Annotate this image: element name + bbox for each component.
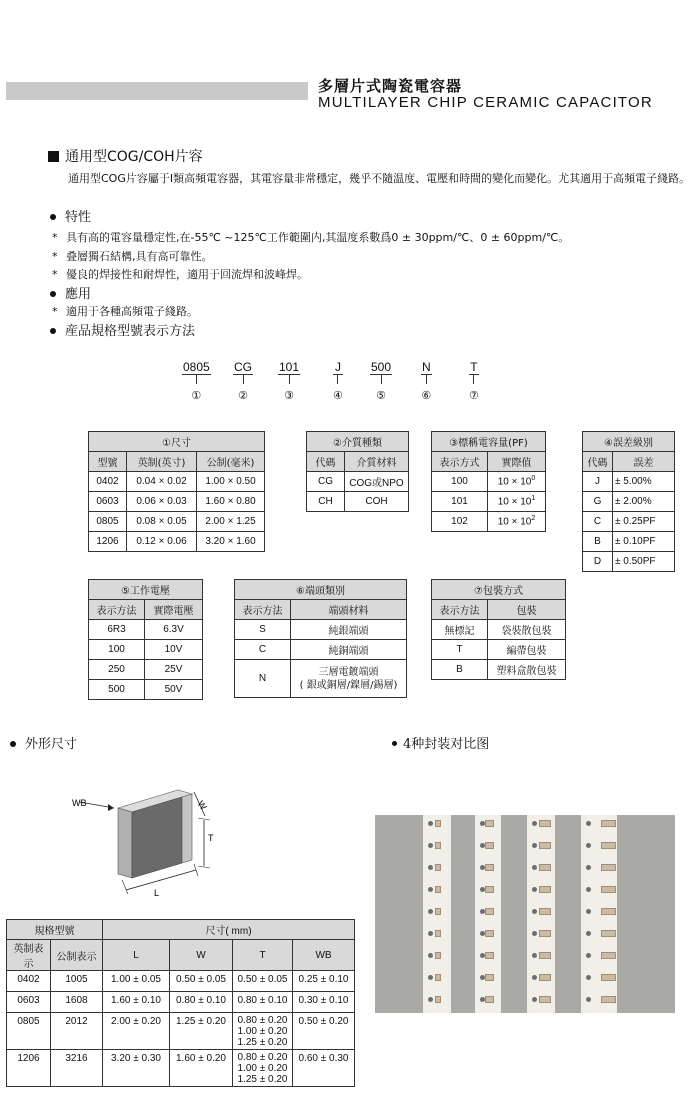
l-label: L	[154, 888, 160, 898]
dimensions-table	[6, 919, 355, 1087]
code-part: N ⑥	[421, 360, 432, 402]
chip-in-tape	[435, 820, 441, 827]
group-header: 尺寸( mm)	[103, 920, 355, 940]
table-row: 102 $10 \times 10^2$	[432, 512, 546, 532]
chip-in-tape	[435, 886, 441, 893]
table-title: ①尺寸	[89, 432, 265, 452]
column-header: 公制表示	[51, 940, 103, 971]
column-header: T	[233, 940, 293, 971]
chip-in-tape	[601, 930, 616, 937]
tape-hole	[532, 953, 537, 958]
column-header: 表示方式	[432, 452, 488, 472]
table-row: N 三層電鍍端頭 ( 銀或銅層/鎳層/錫層)	[235, 660, 407, 698]
section-description: 通用型COG片容屬于Ⅰ類高頻電容器，其電容量非常穩定，幾乎不隨温度、電壓和時間的變化而變化。尤其適用于高頻電子綫路。	[68, 172, 691, 185]
chip-in-tape	[539, 952, 551, 959]
table-row: T 編帶包裝	[432, 640, 566, 660]
column-header: 表示方法	[235, 600, 291, 620]
table-row: J ± 5.00%	[583, 472, 675, 492]
termination-table	[234, 579, 407, 698]
tape-hole	[586, 931, 591, 936]
dielectric-table	[306, 431, 409, 512]
chip-in-tape	[435, 996, 441, 1003]
table-row: 1206 3216 3.20 ± 0.30 1.60 ± 0.20 0.80 ± 0.20 1.00 ± 0.20 1.25 ± 0.20 0.60 ± 0.30	[7, 1050, 355, 1087]
chip-outline-diagram	[70, 780, 240, 910]
table-row: 101 $10 \times 10^1$	[432, 492, 546, 512]
table-row: 0402 0.04 × 0.02 1.00 × 0.50	[89, 472, 265, 492]
code-part: 0805 ①	[183, 360, 210, 402]
application-item: * 適用于各種高頻電子綫路。	[52, 305, 198, 318]
table-row: 0805 2012 2.00 ± 0.20 1.25 ± 0.20 0.80 ± 0.20 1.00 ± 0.20 1.25 ± 0.20 0.50 ± 0.20	[7, 1013, 355, 1050]
chip-in-tape	[601, 974, 616, 981]
chip-in-tape	[539, 996, 551, 1003]
tape-hole	[586, 975, 591, 980]
feature-item: * 叠層獨石結構,具有高可靠性。	[52, 250, 213, 263]
tape-hole	[586, 997, 591, 1002]
tape-hole	[428, 843, 433, 848]
column-header: 英制(英寸)	[127, 452, 197, 472]
table-row: 1206 0.12 × 0.06 3.20 × 1.60	[89, 532, 265, 552]
column-header: 代碼	[307, 452, 345, 472]
column-header: 端頭材料	[291, 600, 407, 620]
chip-in-tape	[601, 842, 616, 849]
table-row: D ± 0.50PF	[583, 552, 675, 572]
table-title: ⑦包裝方式	[432, 580, 566, 600]
chip-in-tape	[539, 820, 551, 827]
table-title: ⑤工作電壓	[89, 580, 203, 600]
table-row: 無標記 袋裝散包裝	[432, 620, 566, 640]
column-header: 型號	[89, 452, 127, 472]
applications-heading: 應用	[50, 283, 91, 302]
package-comparison-photo	[375, 815, 675, 1013]
feature-item: * 優良的焊接性和耐焊性，適用于回流焊和波峰焊。	[52, 268, 308, 281]
chip-in-tape	[485, 974, 494, 981]
table-title: ③標稱電容量(PF)	[432, 432, 546, 452]
tape-hole	[428, 887, 433, 892]
code-part: J ④	[333, 360, 343, 402]
tape-hole	[586, 865, 591, 870]
chip-in-tape	[601, 886, 616, 893]
table-row: C ± 0.25PF	[583, 512, 675, 532]
bullet-dot-icon	[50, 291, 56, 297]
table-title: ⑥端頭類別	[235, 580, 407, 600]
wb-label: WB	[72, 798, 87, 808]
table-row: CH COH	[307, 492, 409, 512]
chip-in-tape	[435, 842, 441, 849]
chip-in-tape	[539, 864, 551, 871]
table-row: 0402 1005 1.00 ± 0.05 0.50 ± 0.05 0.50 ± 0.05 0.25 ± 0.10	[7, 971, 355, 992]
tape-hole	[532, 909, 537, 914]
column-header: WB	[293, 940, 355, 971]
page-title-cn: 多層片式陶瓷電容器	[318, 77, 463, 95]
chip-in-tape	[601, 864, 616, 871]
voltage-table	[88, 579, 203, 700]
table-row: 250 25V	[89, 660, 203, 680]
tape-hole	[532, 843, 537, 848]
table-title: ④誤差級別	[583, 432, 675, 452]
tape-hole	[428, 909, 433, 914]
code-part: 500 ⑤	[371, 360, 392, 402]
tape-hole	[586, 887, 591, 892]
packaging-table	[431, 579, 566, 680]
features-heading: 特性	[50, 206, 91, 225]
w-label: W	[195, 798, 209, 812]
naming-heading: 産品規格型號表示方法	[50, 320, 195, 339]
chip-in-tape	[539, 842, 551, 849]
group-header: 規格型號	[7, 920, 103, 940]
column-header: 介質材料	[345, 452, 409, 472]
tape-hole	[586, 953, 591, 958]
tape-hole	[428, 821, 433, 826]
square-bullet-icon	[48, 151, 59, 162]
chip-in-tape	[485, 842, 494, 849]
chip-in-tape	[435, 864, 441, 871]
header-gray-bar	[6, 82, 308, 100]
tape-hole	[586, 821, 591, 826]
tape-hole	[586, 843, 591, 848]
tape-hole	[532, 865, 537, 870]
column-header: 表示方法	[89, 600, 145, 620]
column-header: 實際電壓	[145, 600, 203, 620]
chip-in-tape	[435, 952, 441, 959]
table-row: 0805 0.08 × 0.05 2.00 × 1.25	[89, 512, 265, 532]
tape-hole	[532, 997, 537, 1002]
tolerance-table	[582, 431, 675, 572]
tape-hole	[532, 821, 537, 826]
code-part: T ⑦	[469, 360, 479, 402]
column-header: 英制表示	[7, 940, 51, 971]
table-row: G ± 2.00%	[583, 492, 675, 512]
column-header: 代碼	[583, 452, 613, 472]
table-row: B 塑料盒散包裝	[432, 660, 566, 680]
chip-in-tape	[435, 974, 441, 981]
tape-hole	[428, 975, 433, 980]
section-heading-text: 通用型COG/COH片容	[65, 149, 203, 165]
table-row: 100 10V	[89, 640, 203, 660]
chip-in-tape	[539, 974, 551, 981]
chip-in-tape	[601, 820, 616, 827]
bullet-dot-icon	[392, 741, 397, 746]
table-title: ②介質種類	[307, 432, 409, 452]
tape-hole	[428, 997, 433, 1002]
capacitance-table	[431, 431, 546, 532]
bullet-dot-icon	[50, 214, 56, 220]
chip-in-tape	[485, 908, 494, 915]
page-title-en: MULTILAYER CHIP CERAMIC CAPACITOR	[318, 94, 653, 111]
tape-hole	[428, 865, 433, 870]
chip-in-tape	[435, 908, 441, 915]
tape-hole	[428, 953, 433, 958]
tape-hole	[428, 931, 433, 936]
table-row: B ± 0.10PF	[583, 532, 675, 552]
tape-hole	[532, 975, 537, 980]
table-row: 100 $10 \times 10^0$	[432, 472, 546, 492]
column-header: 包裝	[488, 600, 566, 620]
feature-item: * 具有高的電容量穩定性,在-55℃ ~125℃工作範圍内,其温度系數爲0 ± 30ppm/℃、0 ± 60ppm/℃。	[52, 231, 570, 244]
table-row: C 純銅端頭	[235, 640, 407, 660]
chip-in-tape	[539, 930, 551, 937]
chip-in-tape	[485, 996, 494, 1003]
table-row: 0603 0.06 × 0.03 1.60 × 0.80	[89, 492, 265, 512]
chip-in-tape	[485, 952, 494, 959]
chip-in-tape	[485, 886, 494, 893]
table-row: S 純銀端頭	[235, 620, 407, 640]
table-row: 0603 1608 1.60 ± 0.10 0.80 ± 0.10 0.80 ± 0.10 0.30 ± 0.10	[7, 992, 355, 1013]
table-row: 6R3 6.3V	[89, 620, 203, 640]
column-header: 公制(毫米)	[197, 452, 265, 472]
chip-in-tape	[539, 886, 551, 893]
column-header: 誤差	[613, 452, 675, 472]
chip-in-tape	[601, 952, 616, 959]
column-header: L	[103, 940, 170, 971]
chip-in-tape	[435, 930, 441, 937]
t-label: T	[208, 833, 214, 843]
table-row: 500 50V	[89, 680, 203, 700]
chip-in-tape	[601, 908, 616, 915]
code-part: 101 ③	[279, 360, 300, 402]
column-header: W	[170, 940, 233, 971]
tape-hole	[586, 909, 591, 914]
tape-hole	[532, 931, 537, 936]
bullet-dot-icon	[50, 328, 56, 334]
bullet-dot-icon	[10, 741, 16, 747]
chip-in-tape	[485, 930, 494, 937]
column-header: 實際值	[488, 452, 546, 472]
tape-hole	[532, 887, 537, 892]
table-row: CG COG或NPO	[307, 472, 409, 492]
column-header: 表示方法	[432, 600, 488, 620]
outline-heading: 外形尺寸	[10, 733, 77, 752]
chip-in-tape	[601, 996, 616, 1003]
code-part: CG ②	[234, 360, 252, 402]
chip-in-tape	[485, 864, 494, 871]
chip-in-tape	[539, 908, 551, 915]
size-table	[88, 431, 265, 552]
chip-in-tape	[485, 820, 494, 827]
photo-heading: 4种封装对比图	[392, 733, 489, 752]
section-heading	[48, 146, 203, 166]
